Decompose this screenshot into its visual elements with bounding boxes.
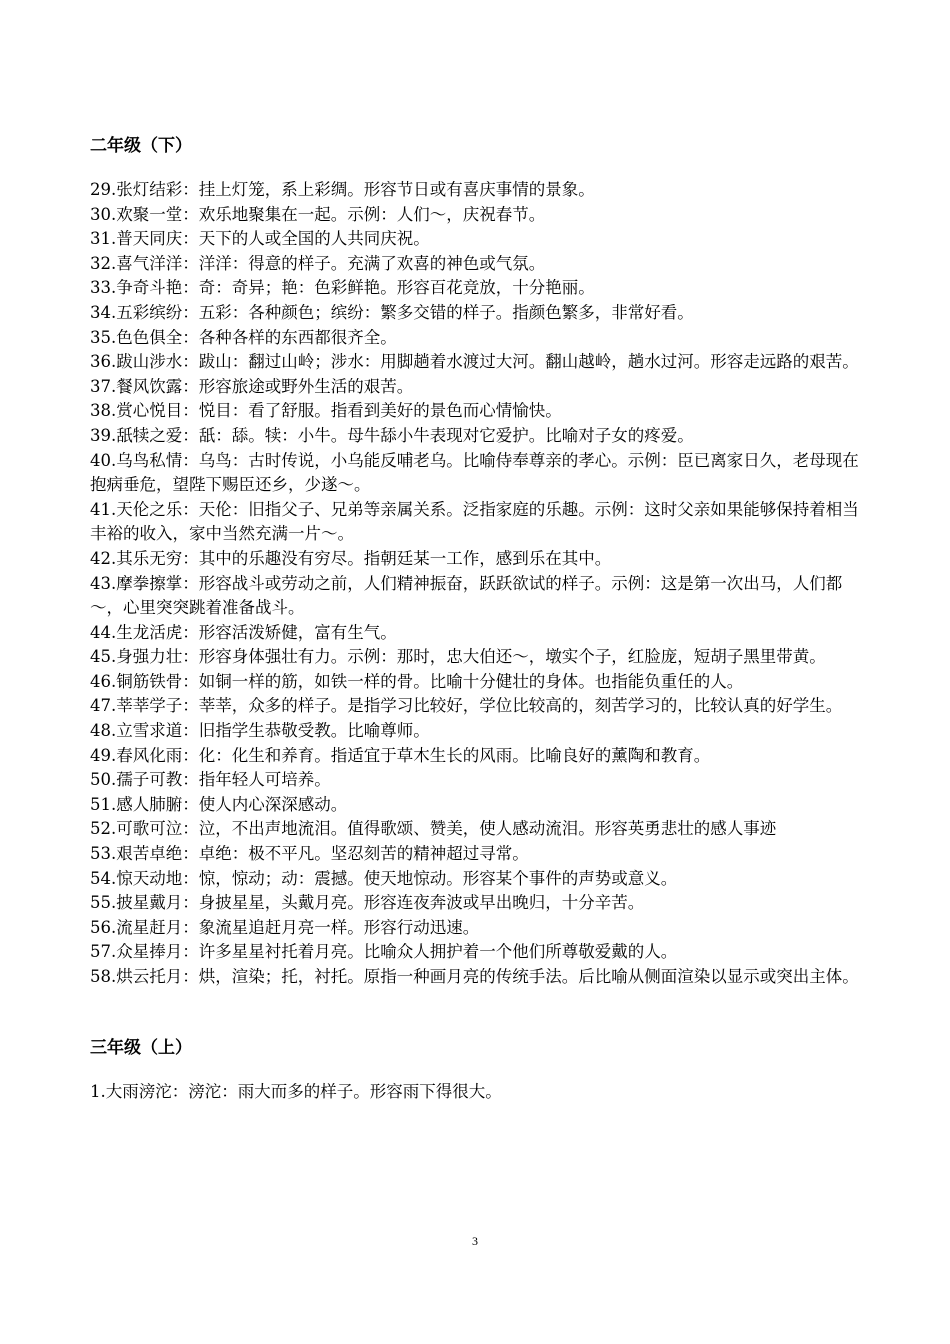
idiom-entry: 56.流星赶月：象流星追赶月亮一样。形容行动迅速。: [90, 917, 480, 937]
idiom-entry: 46.铜筋铁骨：如铜一样的筋，如铁一样的骨。比喻十分健壮的身体。也指能负重任的人。: [90, 671, 744, 691]
idiom-entry: 55.披星戴月：身披星星，头戴月亮。形容连夜奔波或早出晚归，十分辛苦。: [90, 893, 645, 913]
spacer: [90, 990, 870, 1036]
idiom-entry: 50.孺子可教：指年轻人可培养。: [90, 770, 331, 790]
idiom-entry: 35.色色俱全：各种各样的东西都很齐全。: [90, 327, 397, 347]
idiom-entry: 40.乌鸟私情：乌鸟：古时传说，小乌能反哺老乌。比喻侍奉尊亲的孝心。示例：臣已离家日久，老母现在抱病垂危，望陛下赐臣还乡，少遂～。: [90, 450, 859, 495]
idiom-entry: 31.普天同庆：天下的人或全国的人共同庆祝。: [90, 229, 430, 249]
idiom-entry: 32.喜气洋洋：洋洋：得意的样子。充满了欢喜的神色或气氛。: [90, 253, 546, 273]
idiom-entry: 38.赏心悦目：悦目：看了舒服。指看到美好的景色而心情愉快。: [90, 401, 562, 421]
idiom-entry: 37.餐风饮露：形容旅途或野外生活的艰苦。: [90, 376, 414, 396]
spacer: [90, 1060, 870, 1080]
idiom-entry: 58.烘云托月：烘，渲染；托，衬托。原指一种画月亮的传统手法。后比喻从侧面渲染以显示或突出主体。: [90, 967, 859, 986]
idiom-entry: 51.感人肺腑：使人内心深深感动。: [90, 794, 348, 814]
section-title-grade2-second: 二年级（下）: [90, 136, 192, 156]
page-number: 3: [472, 1234, 478, 1248]
idiom-entry: 57.众星捧月：许多星星衬托着月亮。比喻众人拥护着一个他们所尊敬爱戴的人。: [90, 942, 678, 962]
idiom-entry: 42.其乐无穷：其中的乐趣没有穷尽。指朝廷某一工作，感到乐在其中。: [90, 548, 612, 568]
idiom-entry: 53.艰苦卓绝：卓绝：极不平凡。坚忍刻苦的精神超过寻常。: [90, 844, 529, 864]
idiom-entry: 48.立雪求道：旧指学生恭敬受教。比喻尊师。: [90, 721, 430, 741]
idiom-entry: 43.摩拳擦掌：形容战斗或劳动之前，人们精神振奋，跃跃欲试的样子。示例：这是第一次出马，人们都～，心里突突跳着准备战斗。: [90, 573, 843, 618]
idiom-entry: 44.生龙活虎：形容活泼矫健，富有生气。: [90, 622, 397, 642]
section-title-grade3-first: 三年级（上）: [90, 1037, 192, 1058]
idiom-entry: 29.张灯结彩：挂上灯笼，系上彩绸。形容节日或有喜庆事情的景象。: [90, 180, 595, 199]
idiom-entry: 45.身强力壮：形容身体强壮有力。示例：那时，忠大伯还～，墩实个子，红脸庞，短胡子黑里带黄。: [90, 647, 826, 667]
idiom-entry: 33.争奇斗艳：奇：奇异；艳：色彩鲜艳。形容百花竞放，十分艳丽。: [90, 278, 595, 298]
idiom-entry: 47.莘莘学子：莘莘，众多的样子。是指学习比较好，学位比较高的，刻苦学习的，比较认真的好学生。: [90, 696, 843, 716]
idiom-list-grade3-first: [90, 1080, 870, 1105]
idiom-entry: 54.惊天动地：惊，惊动；动：震撼。使天地惊动。形容某个事件的声势或意义。: [90, 868, 678, 888]
idiom-entry: 52.可歌可泣：泣，不出声地流泪。值得歌颂、赞美，使人感动流泪。形容英勇悲壮的感人事迹: [90, 819, 777, 839]
idiom-entry: 41.天伦之乐：天伦：旧指父子、兄弟等亲属关系。泛指家庭的乐趣。示例：这时父亲如果能够保持着相当丰裕的收入，家中当然充满一片～。: [90, 499, 859, 544]
idiom-list-grade2-second: [90, 178, 870, 990]
idiom-entry: 36.跋山涉水：跋山：翻过山岭；涉水：用脚趟着水渡过大河。翻山越岭，趟水过河。形容走远路的艰苦。: [90, 352, 859, 372]
spacer: [90, 158, 870, 178]
idiom-entry: 30.欢聚一堂：欢乐地聚集在一起。示例：人们～，庆祝春节。: [90, 204, 546, 224]
idiom-entry: 34.五彩缤纷：五彩：各种颜色；缤纷：繁多交错的样子。指颜色繁多，非常好看。: [90, 302, 694, 322]
idiom-entry: 1.大雨滂沱：滂沱：雨大而多的样子。形容雨下得很大。: [90, 1081, 502, 1101]
document-page: [90, 134, 870, 1104]
idiom-entry: 39.舐犊之爱：舐：舔。犊：小牛。母牛舔小牛表现对它爱护。比喻对子女的疼爱。: [90, 425, 694, 445]
idiom-entry: 49.春风化雨：化：化生和养育。指适宜于草木生长的风雨。比喻良好的薰陶和教育。: [90, 745, 711, 765]
